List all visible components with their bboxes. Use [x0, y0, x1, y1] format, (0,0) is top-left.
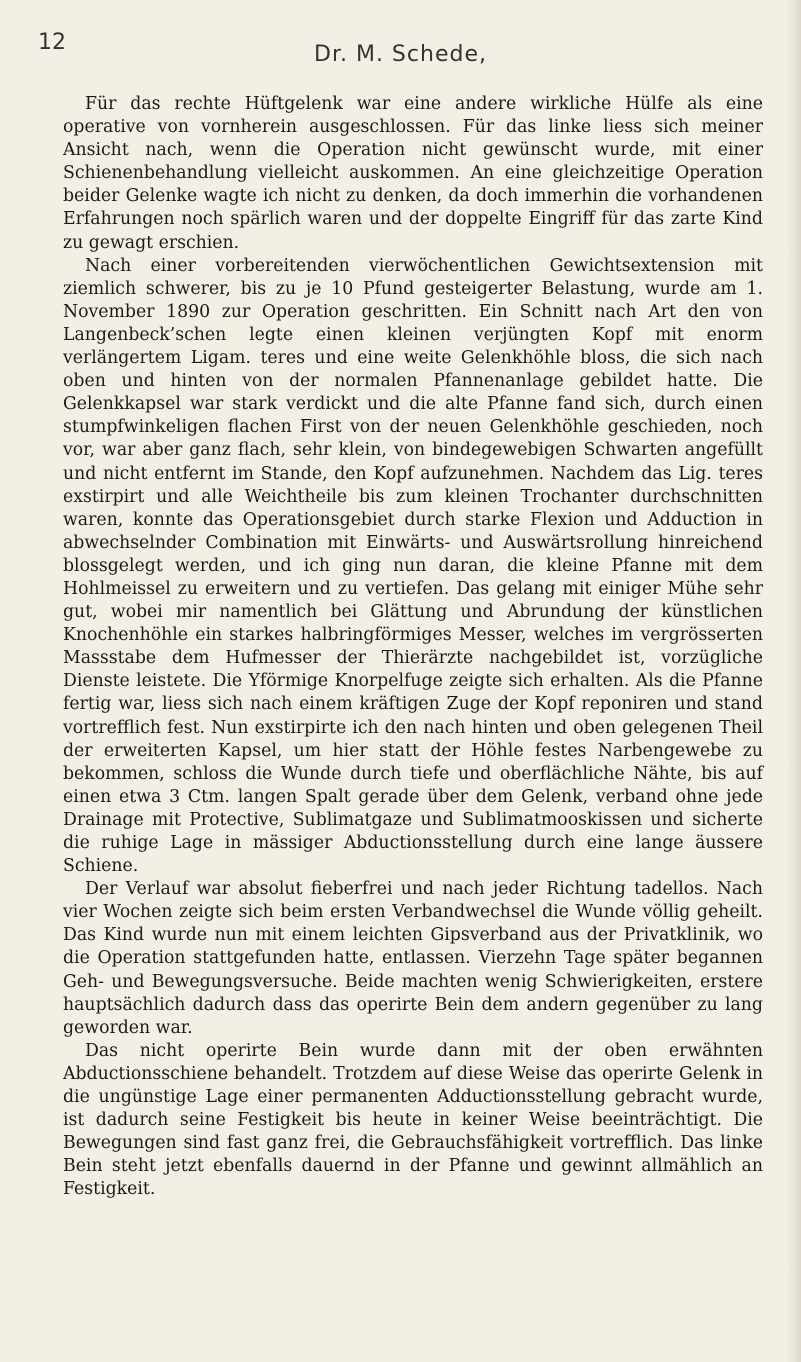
- paragraph: Das nicht operirte Bein wurde dann mit der oben erwähnten Abductionsschiene behandelt. Trotzdem auf diese Weise das operirte Gelenk in die ungünstige Lage einer permanenten Adductionsstellung gebracht wurde, ist dadurch seine Festigkeit bis heute in keiner Weise beeinträchtigt. Die Bewegungen sind fast ganz frei, die Gebrauchsfähigkeit vortrefflich. Das linke Bein steht jetzt ebenfalls dauernd in der Pfanne und gewinnt allmählich an Festigkeit.: [63, 1040, 763, 1200]
- body-text: [63, 93, 763, 1202]
- paragraph: Nach einer vorbereitenden vierwöchentlichen Gewichtsextension mit ziemlich schwerer, bis zu je 10 Pfund gesteigerter Belastung, wurde am 1. November 1890 zur Operation geschritten. Ein Schnitt nach Art den von Langenbeck’schen legte einen kleinen verjüngten Kopf mit enorm verlängertem Ligam. teres und eine weite Gelenkhöhle bloss, die sich nach oben und hinten von der normalen Pfannenanlage gebildet hatte. Die Gelenkkapsel war stark verdickt und die alte Pfanne fand sich, durch einen stumpfwinkeligen flachen First von der neuen Gelenkhöhle geschieden, noch vor, war aber ganz flach, sehr klein, von bindegewebigen Schwarten angefüllt und nicht entfernt im Stande, den Kopf aufzunehmen. Nachdem das Lig. teres exstirpirt und alle Weichtheile bis zum kleinen Trochanter durchschnitten waren, konnte das Operationsgebiet durch starke Flexion und Adduction in abwechselnder Combination mit Einwärts- und Auswärtsrollung hinreichend blossgelegt werden, und ich ging nun daran, die kleine Pfanne mit dem Hohlmeissel zu erweitern und zu vertiefen. Das gelang mit einiger Mühe sehr gut, wobei mir namentlich bei Glättung und Abrundung der künstlichen Knochenhöhle ein starkes halbringförmiges Messer, welches im vergrösserten Massstabe dem Hufmesser der Thierärzte nachgebildet ist, vorzügliche Dienste leistete. Die Yförmige Knorpelfuge zeigte sich erhalten. Als die Pfanne fertig war, liess sich nach einem kräftigen Zuge der Kopf reponiren und stand vortrefflich fest. Nun exstirpirte ich den nach hinten und oben gelegenen Theil der erweiterten Kapsel, um hier statt der Höhle festes Narbengewebe zu bekommen, schloss die Wunde durch tiefe und oberflächliche Nähte, bis auf einen etwa 3 Ctm. langen Spalt gerade über dem Gelenk, verband ohne jede Drainage mit Protective, Sublimatgaze und Sublimatmooskissen und sicherte die ruhige Lage in mässiger Abductionsstellung durch eine lange äussere Schiene.: [63, 255, 763, 877]
- paragraph: Für das rechte Hüftgelenk war eine andere wirkliche Hülfe als eine operative von vornherein ausgeschlossen. Für das linke liess sich meiner Ansicht nach, wenn die Operation nicht gewünscht wurde, mit einer Schienenbehandlung vielleicht auskommen. An eine gleichzeitige Operation beider Gelenke wagte ich nicht zu denken, da doch immerhin die vorhandenen Erfahrungen noch spärlich waren und der doppelte Eingriff für das zarte Kind zu gewagt erschien.: [63, 94, 763, 253]
- paragraph: Der Verlauf war absolut fieberfrei und nach jeder Richtung tadellos. Nach vier Wochen zeigte sich beim ersten Verbandwechsel die Wunde völlig geheilt. Das Kind wurde nun mit einem leichten Gipsverband aus der Privatklinik, wo die Operation stattgefunden hatte, entlassen. Vierzehn Tage später begannen Geh- und Bewegungsversuche. Beide machten wenig Schwierigkeiten, erstere hauptsächlich dadurch dass das operirte Bein dem andern gegenüber zu lang geworden war.: [63, 879, 763, 1038]
- page-edge-shadow: [787, 0, 801, 1362]
- running-head: Dr. M. Schede,: [314, 42, 487, 67]
- page-number: 12: [38, 30, 66, 55]
